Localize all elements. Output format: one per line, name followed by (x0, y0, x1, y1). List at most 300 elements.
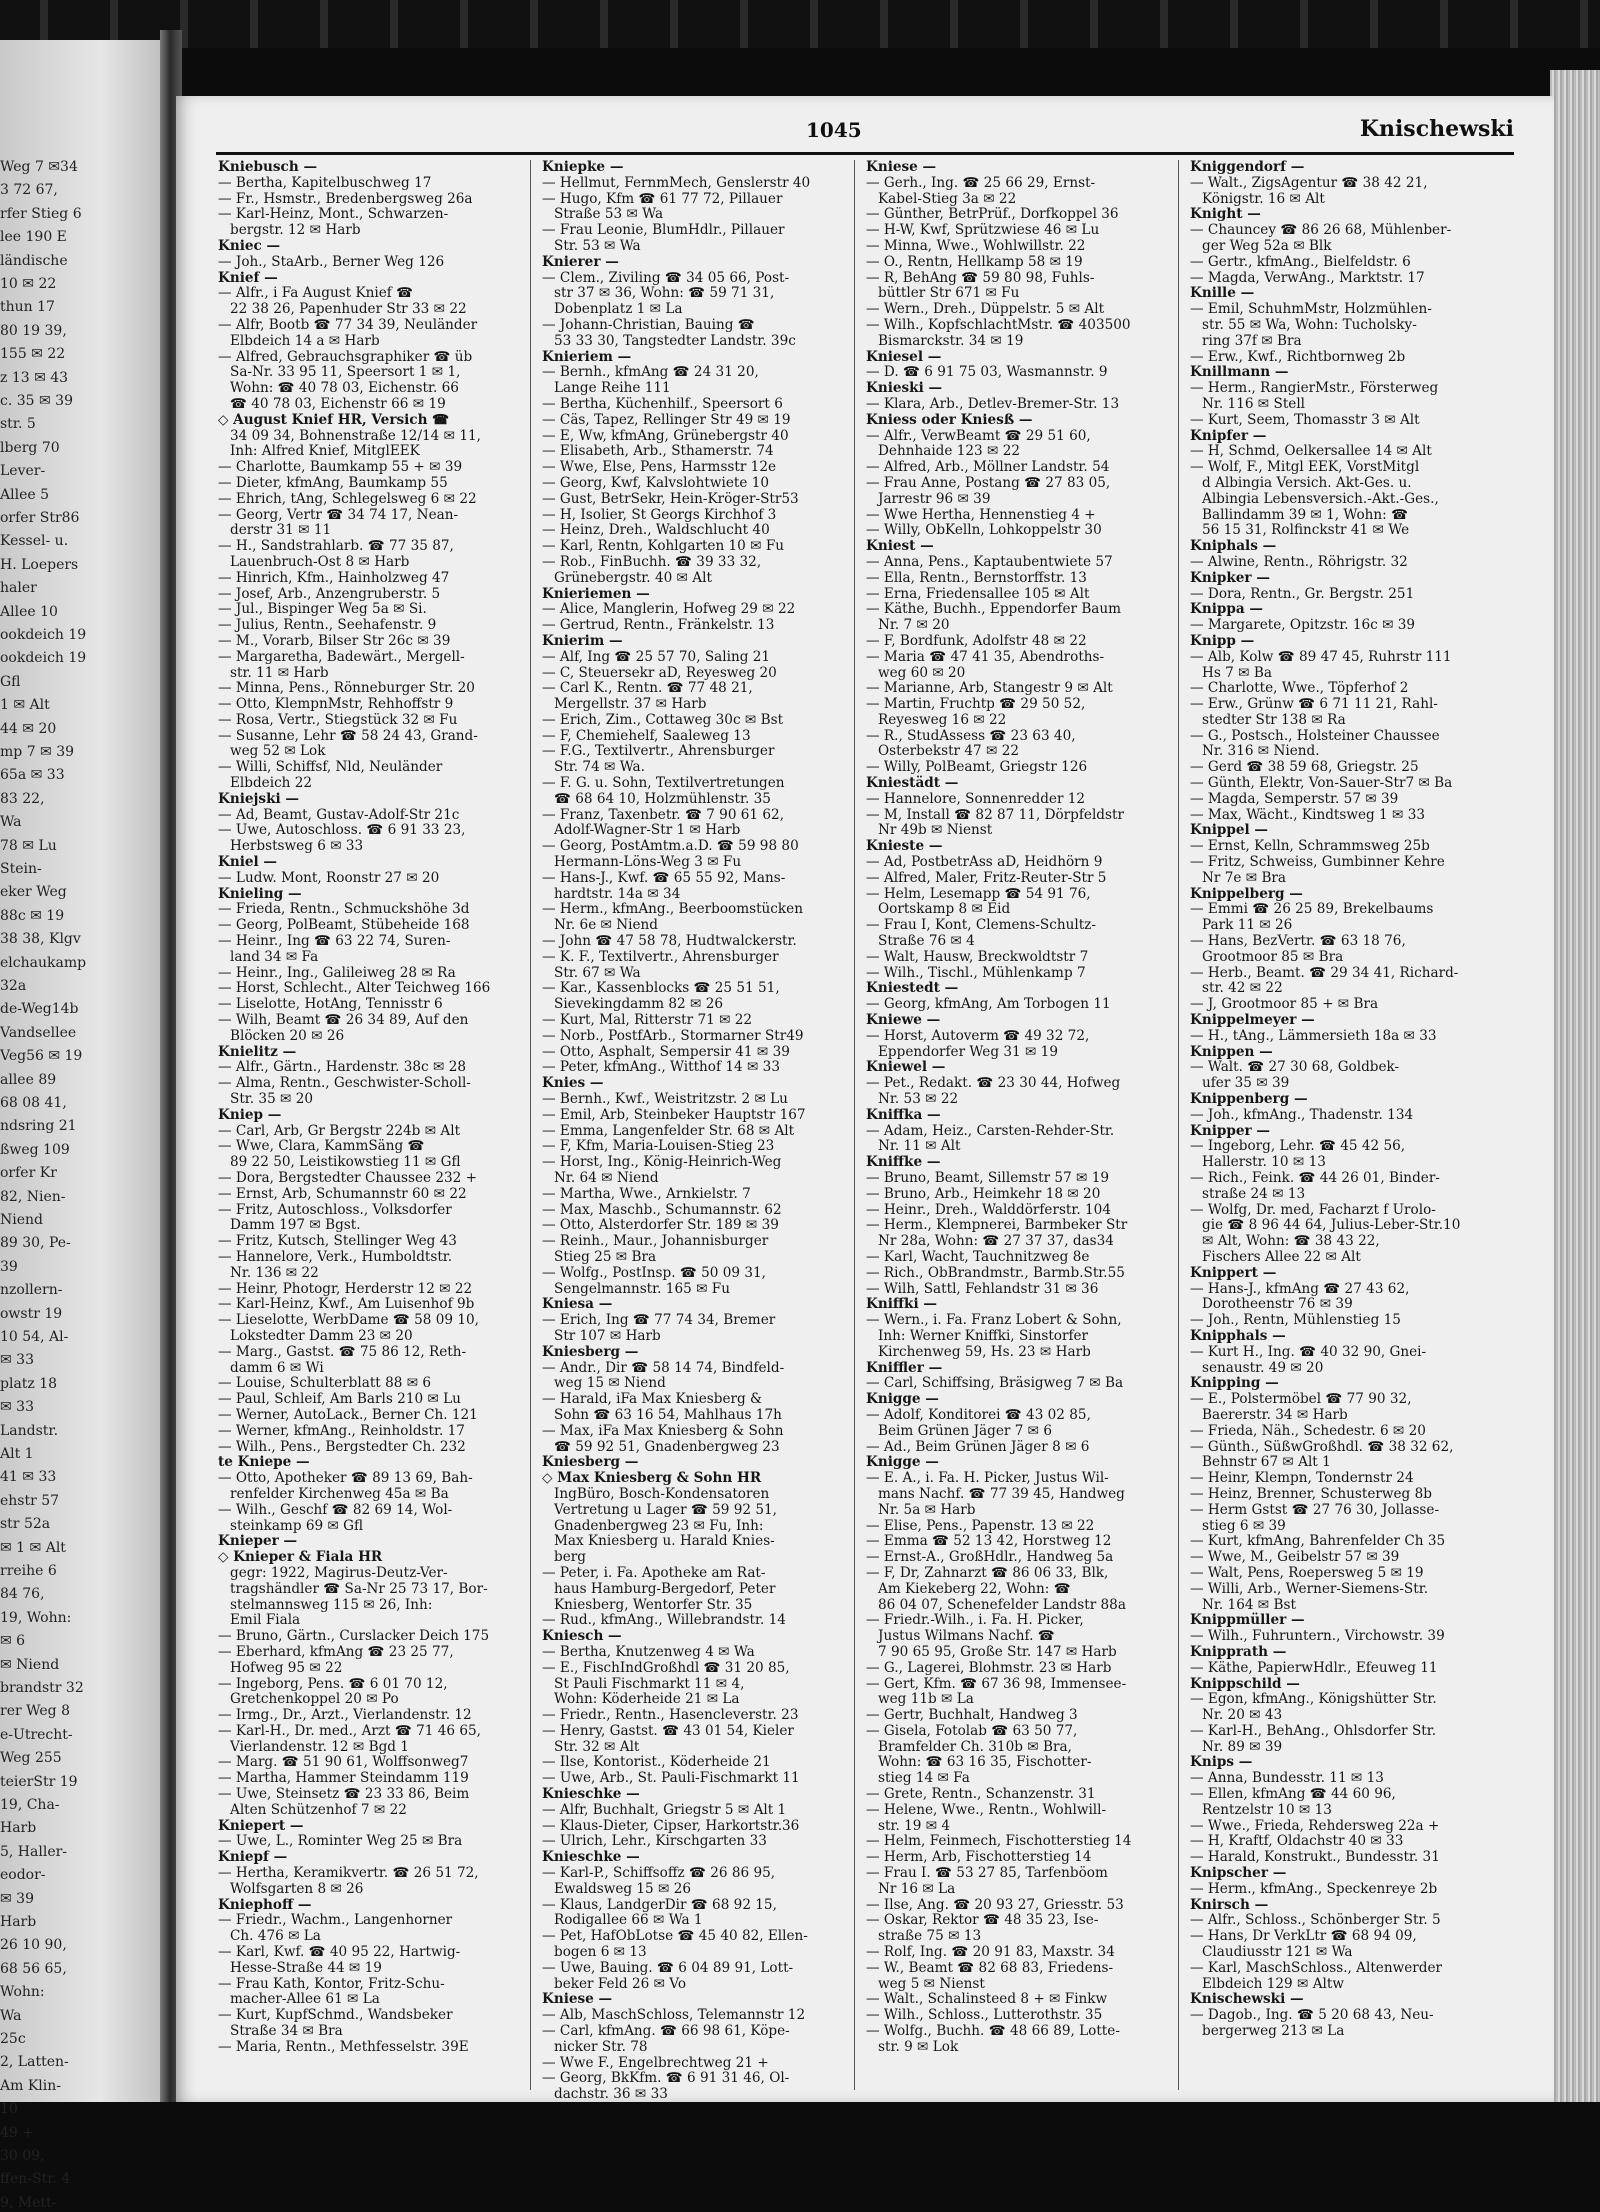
directory-entry-line: Sohn ☎ 63 16 54, Mahlhaus 17h (554, 1406, 782, 1423)
directory-entry-line: — Clem., Ziviling ☎ 34 05 66, Post- (542, 269, 790, 286)
surname-heading: Kniesberg — (542, 1454, 639, 1471)
directory-entry-line: — Susanne, Lehr ☎ 58 24 43, Grand- (218, 727, 478, 744)
surname-heading: Knippenberg — (1190, 1091, 1308, 1108)
left-page-text: Stein- (0, 861, 42, 877)
directory-entry-line: Grünebergstr. 40 ✉ Alt (554, 569, 712, 586)
directory-entry-line: — Dieter, kfmAng, Baumkamp 55 (218, 474, 448, 491)
directory-entry-line: — Joh., StaArb., Berner Weg 126 (218, 253, 445, 270)
directory-entry-line: — Otto, Asphalt, Sempersir 41 ✉ 39 (542, 1043, 790, 1060)
directory-entry-line: — Hugo, Kfm ☎ 61 77 72, Pillauer (542, 190, 783, 207)
directory-entry-line: Claudiusstr 121 ✉ Wa (1202, 1944, 1353, 1961)
left-page-text: ✉ 1 ✉ Alt (0, 1539, 66, 1556)
left-page-text: Am Klin- (0, 2077, 61, 2094)
directory-entry-line: Bismarckstr. 34 ✉ 19 (878, 332, 1024, 349)
directory-entry-line: tragshändler ☎ Sa-Nr 25 73 17, Bor- (230, 1580, 488, 1597)
directory-entry-line: — Klaus-Dieter, Cipser, Harkortstr.36 (542, 1817, 800, 1834)
directory-entry-line: dachstr. 36 ✉ 33 (554, 2086, 668, 2103)
directory-entry-line: — Wwe, Else, Pens, Harmsstr 12e (542, 459, 777, 476)
directory-entry-line: Damm 197 ✉ Bgst. (230, 1217, 361, 1234)
directory-entry-line: — Dora, Rentn., Gr. Bergstr. 251 (1190, 585, 1415, 602)
directory-entry-line: — Karl, Kwf. ☎ 40 95 22, Hartwig- (218, 1944, 461, 1961)
directory-entry-line: — Alwine, Rentn., Röhrigstr. 32 (1190, 553, 1408, 570)
directory-entry-line: — Julius, Rentn., Seehafenstr. 9 (218, 617, 437, 634)
directory-entry-line: — Pet, HafObLotse ☎ 45 40 82, Ellen- (542, 1928, 808, 1945)
surname-heading: Kniess oder Kniesß — (866, 411, 1033, 428)
left-page-text: lee 190 E (0, 229, 67, 246)
directory-entry-line: Straße 76 ✉ 4 (878, 933, 975, 950)
surname-heading: Kniese — (542, 1991, 613, 2008)
directory-entry-line: Str. 32 ✉ Alt (554, 1738, 640, 1755)
left-page-text: de-Weg14b (0, 1001, 79, 1018)
directory-entry-line: macher-Allee 61 ✉ La (230, 1991, 380, 2008)
left-page-text: 84 76, (0, 1586, 45, 1603)
directory-entry-line: — Max, iFa Max Kniesberg & Sohn (542, 1422, 784, 1439)
directory-entry-line: — F, Dr, Zahnarzt ☎ 86 06 33, Blk, (866, 1564, 1109, 1581)
directory-entry-line: — K. F., Textilvertr., Ahrensburger (542, 948, 779, 965)
directory-entry-line: — Otto, Alsterdorfer Str. 189 ✉ 39 (542, 1217, 779, 1234)
directory-entry-line: — Ilse, Ang. ☎ 20 93 27, Griesstr. 53 (866, 1896, 1124, 1913)
surname-heading: Knief — (218, 269, 278, 286)
directory-entry-line: — Georg, Kwf, Kalvslohtwiete 10 (542, 474, 769, 491)
directory-entry-line: — Karl-H., Dr. med., Arzt ☎ 71 46 65, (218, 1722, 481, 1739)
left-page-text: rreihe 6 (0, 1563, 57, 1579)
directory-entry-line: — Willi, Schiffsf, Nld, Neuländer (218, 759, 443, 776)
directory-entry-line: str. 42 ✉ 22 (1202, 980, 1283, 997)
directory-entry-line: — Kurt H., Ing. ☎ 40 32 90, Gnei- (1190, 1343, 1427, 1360)
left-page-text: str 52a (0, 1516, 51, 1533)
directory-entry-line: — Grete, Rentn., Schanzenstr. 31 (866, 1786, 1096, 1803)
column-divider (854, 160, 855, 2090)
directory-entry-line: — Alfred, Gebrauchsgraphiker ☎ üb (218, 348, 473, 365)
left-page-text: 49 + (0, 2124, 34, 2141)
left-page-text: 2, Latten- (0, 2054, 69, 2071)
surname-heading: Kniec — (218, 237, 281, 254)
directory-entry-line: ☎ 40 78 03, Eichenstr 66 ✉ 19 (230, 395, 446, 412)
surname-heading: Knipping — (1190, 1375, 1279, 1392)
left-page-fragment (0, 40, 168, 2211)
directory-entry-line: Emil Fiala (230, 1612, 301, 1629)
directory-entry-line: Baererstr. 34 ✉ Harb (1202, 1406, 1348, 1423)
directory-entry-line: Gretchenkoppel 20 ✉ Po (230, 1691, 399, 1708)
directory-entry-line: — Hannelore, Sonnenredder 12 (866, 790, 1086, 807)
directory-entry-line: — Uwe, Bauing. ☎ 6 04 89 91, Lott- (542, 1959, 794, 1976)
directory-entry-line: — Bernh., Kwf., Weistritzstr. 2 ✉ Lu (542, 1091, 788, 1108)
directory-entry-line: — H, Isolier, St Georgs Kirchhof 3 (542, 506, 777, 523)
left-page-text: z 13 ✉ 43 (0, 369, 69, 386)
directory-entry-line: — Klaus, LandgerDir ☎ 68 92 15, (542, 1896, 777, 1913)
directory-entry-line: — M, Install ☎ 82 87 11, Dörpfeldstr (866, 806, 1124, 823)
directory-entry-line: — Karl, MaschSchloss., Altenwerder (1190, 1959, 1443, 1976)
left-page-text: allee 89 (0, 1071, 57, 1088)
directory-entry-line: — F, Chemiehelf, Saaleweg 13 (542, 727, 751, 744)
directory-entry-line: — Cäs, Tapez, Rellinger Str 49 ✉ 19 (542, 411, 791, 428)
directory-entry-line: 53 33 30, Tangstedter Landstr. 39c (554, 332, 796, 349)
directory-entry-line: — Bruno, Beamt, Sillemstr 57 ✉ 19 (866, 1170, 1110, 1186)
column-divider (1178, 160, 1179, 2090)
directory-entry-line: — Rud., kfmAng., Willebrandstr. 14 (542, 1612, 786, 1629)
directory-entry-line: — Kurt, KupfSchmd., Wandsbeker (218, 2007, 453, 2024)
directory-entry-line: — Heinr., Ing ☎ 63 22 74, Suren- (218, 933, 451, 950)
surname-heading: Knierim — (542, 632, 623, 649)
directory-entry-line: — Fritz, Schweiss, Gumbinner Kehre (1190, 854, 1445, 871)
directory-entry-line: damm 6 ✉ Wi (230, 1359, 324, 1376)
directory-entry-line: ☎ 59 92 51, Gnadenbergweg 23 (554, 1438, 780, 1455)
directory-entry-line: — Uwe, Autoschloss. ☎ 6 91 33 23, (218, 822, 466, 839)
directory-entry-line: — Ernst, Arb, Schumannstr 60 ✉ 22 (218, 1185, 467, 1202)
directory-entry-line: Grootmoor 85 ✉ Bra (1202, 948, 1344, 965)
left-page-text: 9, Mett- (0, 2194, 57, 2211)
surname-heading: Knirsch — (1190, 1896, 1269, 1913)
directory-entry-line: — Kurt, Seem, Thomasstr 3 ✉ Alt (1190, 411, 1420, 428)
directory-entry-line: — Emil, SchuhmMstr, Holzmühlen- (1190, 301, 1432, 318)
directory-entry-line: — Werner, AutoLack., Berner Ch. 121 (218, 1406, 478, 1423)
directory-entry-line: — Käthe, Buchh., Eppendorfer Baum (866, 601, 1122, 618)
directory-entry-line: — W., Beamt ☎ 82 68 83, Friedens- (866, 1959, 1114, 1976)
directory-entry-line: — G., Postsch., Holsteiner Chaussee (1190, 727, 1440, 744)
directory-entry-line: — Alice, Manglerin, Hofweg 29 ✉ 22 (542, 601, 796, 618)
directory-entry-line: — Andr., Dir ☎ 58 14 74, Bindfeld- (542, 1359, 785, 1376)
directory-entry-line: — Marg., Gastst. ☎ 75 86 12, Reth- (218, 1343, 467, 1360)
directory-entry-line: Gnadenbergweg 23 ✉ Fu, Inh: (554, 1517, 764, 1534)
directory-entry-line: — Friedr., Rentn., Hasencleverstr. 23 (542, 1707, 799, 1724)
directory-entry-line: — Georg, kfmAng, Am Torbogen 11 (866, 996, 1111, 1013)
directory-entry-line: Str. 67 ✉ Wa (554, 964, 641, 981)
directory-entry-line: — Peter, i. Fa. Apotheke am Rat- (542, 1564, 766, 1581)
directory-entry-line: Stieg 25 ✉ Bra (554, 1248, 657, 1265)
directory-entry-line: — Ulrich, Lehr., Kirschgarten 33 (542, 1833, 767, 1850)
directory-entry-line: — Herm, Arb, Fischotterstieg 14 (866, 1849, 1092, 1866)
directory-entry-line: — C, Steuersekr aD, Reyesweg 20 (542, 664, 777, 681)
surname-heading: Kniep — (218, 1106, 282, 1123)
directory-entry-line: str. 11 ✉ Harb (230, 664, 329, 681)
surname-heading: Kniest — (866, 538, 934, 555)
surname-heading: Kniesel — (866, 348, 942, 365)
surname-heading: Knipphals — (1190, 1327, 1286, 1344)
directory-entry-line: Nr 16 ✉ La (878, 1880, 956, 1897)
surname-heading: Kniepke — (542, 159, 624, 175)
directory-entry-line: Reyesweg 16 ✉ 22 (878, 711, 1007, 728)
directory-entry-line: berg (554, 1549, 586, 1566)
surname-heading: Knieste — (866, 838, 943, 855)
directory-entry-line: — E., Polstermöbel ☎ 77 90 32, (1190, 1391, 1412, 1408)
surname-heading: Knippschild — (1190, 1675, 1300, 1692)
left-page-text: 10 (0, 2101, 18, 2118)
left-page-text: ✉ Niend (0, 1656, 60, 1673)
left-page-text: nzollern- (0, 1282, 63, 1299)
directory-entry-line: nicker Str. 78 (554, 2038, 648, 2055)
directory-entry-line: — Otto, KlempnMstr, Rehhoffstr 9 (218, 696, 454, 713)
page-header (216, 114, 1514, 150)
directory-entry-line: — Herm., RangierMstr., Försterweg (1190, 380, 1439, 397)
directory-entry-line: Herbstsweg 6 ✉ 33 (230, 838, 364, 855)
left-page-text: 25c (0, 2031, 26, 2047)
directory-entry-line: Lange Reihe 111 (554, 380, 671, 397)
left-page-text: ßweg 109 (0, 1141, 70, 1158)
directory-entry-line: str 37 ✉ 36, Wohn: ☎ 59 71 31, (554, 285, 775, 302)
directory-entry-line: Hs 7 ✉ Ba (1202, 664, 1272, 681)
directory-entry-line: — Maria ☎ 47 41 35, Abendroths- (866, 648, 1105, 665)
directory-entry-line: Behnstr 67 ✉ Alt 1 (1202, 1454, 1331, 1471)
directory-entry-line: — Heinr, Photogr, Herderstr 12 ✉ 22 (218, 1280, 473, 1297)
directory-entry-line: — Bertha, Kapitelbuschweg 17 (218, 174, 432, 191)
header-rule (216, 152, 1514, 155)
surname-heading: Kniese — (866, 159, 937, 175)
directory-entry-line: Nr 28a, Wohn: ☎ 27 37 37, das34 (878, 1233, 1114, 1250)
directory-entry-line: — Horst, Schlecht., Alter Teichweg 166 (218, 980, 491, 997)
left-page-text: ✉ 33 (0, 1399, 34, 1416)
directory-entry-line: — Ingeborg, Lehr. ☎ 45 42 56, (1190, 1138, 1406, 1155)
surname-heading: Knierer — (542, 253, 619, 270)
left-page-text: Allee 10 (0, 603, 58, 620)
directory-entry-line: — Emil, Arb, Steinbeker Hauptstr 167 (542, 1106, 806, 1123)
directory-entry-line: — H, Kraftf, Oldachstr 40 ✉ 33 (1190, 1833, 1404, 1850)
directory-entry-line: ring 37f ✉ Bra (1202, 332, 1302, 349)
directory-entry-line: hardtstr. 14a ✉ 34 (554, 885, 681, 902)
left-page-text: Wa (0, 814, 22, 831)
directory-entry-line: Wohn: Köderheide 21 ✉ La (554, 1691, 740, 1708)
surname-heading: Kniffler — (866, 1359, 943, 1376)
directory-entry-line: Elbdeich 129 ✉ Altw (1202, 1975, 1344, 1992)
directory-entry-line: — Martha, Wwe., Arnkielstr. 7 (542, 1185, 751, 1202)
directory-entry-line: stieg 6 ✉ 39 (1202, 1517, 1286, 1534)
directory-entry-line: — Hellmut, FernmMech, Genslerstr 40 (542, 174, 811, 191)
directory-entry-line: Hermann-Löns-Weg 3 ✉ Fu (554, 854, 742, 871)
directory-entry-line: Eppendorfer Weg 31 ✉ 19 (878, 1043, 1058, 1060)
directory-entry-line: — Friedr., Wachm., Langenhorner (218, 1912, 453, 1929)
directory-entry-line: — Hans-J., Kwf. ☎ 65 55 92, Mans- (542, 869, 786, 886)
directory-entry-line: bogen 6 ✉ 13 (554, 1944, 647, 1961)
directory-entry-line: — Wilh., Geschf ☎ 82 69 14, Wol- (218, 1501, 453, 1518)
surname-heading: Knieper — (218, 1533, 298, 1550)
directory-entry-line: — Frau I. ☎ 53 27 85, Tarfenböom (866, 1865, 1108, 1882)
directory-entry-line: Nr. 64 ✉ Niend (554, 1170, 659, 1186)
directory-entry-line: haus Hamburg-Bergedorf, Peter (554, 1580, 776, 1597)
left-page-text: Vandsellee (0, 1024, 77, 1041)
directory-entry-line: büttler Str 671 ✉ Fu (878, 285, 1020, 302)
left-page-text: 88c ✉ 19 (0, 907, 65, 924)
surname-heading: Kniewel — (866, 1059, 946, 1076)
directory-entry-line: Vertretung u Lager ☎ 59 92 51, (554, 1501, 777, 1518)
directory-entry-line: 34 09 34, Bohnenstraße 12/14 ✉ 11, (230, 427, 481, 444)
directory-entry-line: — Eberhard, kfmAng ☎ 23 25 77, (218, 1643, 454, 1660)
directory-entry-line: — Walt, Pens, Roepersweg 5 ✉ 19 (1190, 1564, 1424, 1581)
directory-entry-line: Am Kiekeberg 22, Wohn: ☎ (878, 1580, 1071, 1597)
directory-entry-line: — Wolfg, Dr. med, Facharzt f Urolo- (1190, 1201, 1436, 1218)
directory-entry-line: — Alfr, Buchhalt, Griegstr 5 ✉ Alt 1 (542, 1801, 787, 1818)
directory-entry-line: — Alfred, Arb., Möllner Landstr. 54 (866, 459, 1110, 476)
surname-heading: Knieling — (218, 885, 302, 902)
directory-entry-line: — Wwe, M., Geibelstr 57 ✉ 39 (1190, 1549, 1400, 1566)
directory-entry-line: straße 24 ✉ 13 (1202, 1185, 1306, 1202)
directory-entry-line: Inh: Werner Kniffki, Sinstorfer (878, 1327, 1089, 1344)
firm-entry: ◇ Knieper & Fiala HR (218, 1549, 383, 1566)
directory-entry-line: Nr 49b ✉ Nienst (878, 822, 993, 839)
directory-entry-line: — Fritz, Autoschloss., Volksdorfer (218, 1201, 452, 1218)
directory-entry-line: ☎ 68 64 10, Holzmühlenstr. 35 (554, 790, 771, 807)
directory-entry-line: weg 15 ✉ Niend (554, 1375, 666, 1392)
directory-entry-line: 86 04 07, Schenefelder Landstr 88a (878, 1596, 1126, 1613)
directory-entry-line: Nr. 7 ✉ 20 (878, 617, 950, 634)
directory-entry-line: — Frau I, Kont, Clemens-Schultz- (866, 917, 1096, 934)
left-page-text: Niend (0, 1212, 43, 1228)
directory-entry-line: Rodigallee 66 ✉ Wa 1 (554, 1912, 703, 1929)
directory-columns (218, 159, 1518, 2103)
directory-entry-line: — Heinz, Brenner, Schusterweg 8b (1190, 1485, 1432, 1502)
directory-entry-line: — Ernst-A., GroßHdlr., Handweg 5a (866, 1549, 1114, 1566)
directory-entry-line: — Herm., kfmAng., Beerboomstücken (542, 901, 803, 918)
left-page-text: 3 72 67, (0, 182, 58, 199)
surname-heading: Knieschke — (542, 1849, 640, 1866)
left-page-text: 38 38, Klgv (0, 931, 81, 948)
directory-entry-line: Justus Wilmans Nachf. ☎ (878, 1628, 1055, 1645)
directory-entry-line: — Erw., Kwf., Richtbornweg 2b (1190, 348, 1406, 365)
directory-entry-line: — Helm, Feinmech, Fischotterstieg 14 (866, 1833, 1132, 1850)
left-page-text: 83 22, (0, 790, 45, 807)
directory-entry-line: Park 11 ✉ 26 (1202, 917, 1293, 934)
directory-entry-line: — F. G. u. Sohn, Textilvertretungen (542, 775, 785, 792)
directory-entry-line: — Liselotte, HotAng, Tennisstr 6 (218, 996, 443, 1013)
directory-entry-line: Nr 7e ✉ Bra (1202, 869, 1287, 886)
surname-heading: Kniepf — (218, 1849, 288, 1866)
left-page-text: 155 ✉ 22 (0, 346, 66, 363)
directory-entry-line: Straße 34 ✉ Bra (230, 2023, 343, 2040)
surname-heading: Kniestädt — (866, 775, 959, 792)
directory-entry-line: — Günth., SüßwGroßhdl. ☎ 38 32 62, (1190, 1438, 1454, 1455)
left-page-text: ffen-Str. 4 (0, 2171, 71, 2188)
left-page-text: Gfl (0, 673, 21, 690)
directory-entry-line: — Ad, PostbetrAss aD, Heidhörn 9 (866, 854, 1103, 871)
directory-entry-line: — Wern., i. Fa. Franz Lobert & Sohn, (866, 1312, 1122, 1329)
surname-heading: Kniesch — (542, 1628, 622, 1645)
directory-entry-line: Nr. 53 ✉ 22 (878, 1091, 959, 1108)
directory-entry-line: — Uwe, Steinsetz ☎ 23 33 86, Beim (218, 1786, 470, 1803)
directory-entry-line: Wohn: ☎ 63 16 35, Fischotter- (878, 1754, 1092, 1771)
directory-entry-line: bergstr. 12 ✉ Harb (230, 222, 361, 239)
directory-entry-line: — Wwe, Clara, KammSäng ☎ (218, 1138, 425, 1155)
directory-entry-line: — Georg, Vertr ☎ 34 74 17, Nean- (218, 506, 459, 523)
directory-entry-line: Str. 74 ✉ Wa. (554, 759, 645, 776)
directory-entry-line: — Karl-P., Schiffsoffz ☎ 26 86 95, (542, 1865, 776, 1882)
directory-entry-line: — F, Bordfunk, Adolfstr 48 ✉ 22 (866, 632, 1087, 649)
directory-entry-line: — Karl-Heinz, Kwf., Am Luisenhof 9b (218, 1296, 475, 1313)
directory-entry-line: — Alb, MaschSchloss, Telemannstr 12 (542, 2007, 806, 2024)
directory-entry-line: — Gertr., kfmAng., Bielfeldstr. 6 (1190, 253, 1411, 270)
left-page-text: Wa (0, 2007, 22, 2024)
directory-entry-line: IngBüro, Bosch-Kondensatoren (554, 1485, 770, 1502)
left-page-text: platz 18 (0, 1375, 58, 1392)
directory-entry-line: Ballindamm 39 ✉ 1, Wohn: ☎ (1202, 506, 1408, 523)
directory-entry-line: land 34 ✉ Fa (230, 948, 319, 965)
directory-entry-line: — Günther, BetrPrüf., Dorfkoppel 36 (866, 206, 1119, 223)
directory-entry-line: Sengelmannstr. 165 ✉ Fu (554, 1280, 730, 1297)
directory-entry-line: Str. 35 ✉ 20 (230, 1091, 314, 1108)
directory-entry-line: Oortskamp 8 ✉ Eid (878, 901, 1011, 918)
directory-entry-line: — Carl, Arb, Gr Bergstr 224b ✉ Alt (218, 1122, 461, 1139)
directory-entry-line: — Otto, Apotheker ☎ 89 13 69, Bah- (218, 1470, 473, 1487)
directory-entry-line: Nr. 11 ✉ Alt (878, 1138, 961, 1155)
directory-entry-line: — Wilh, Sattl, Fehlandstr 31 ✉ 36 (866, 1280, 1099, 1297)
directory-entry-line: Kirchenweg 59, Hs. 23 ✉ Harb (878, 1343, 1091, 1360)
left-page-text: thun 17 (0, 299, 55, 316)
surname-heading: Knipprath — (1190, 1643, 1287, 1660)
directory-entry-line: — Carl, kfmAng. ☎ 66 98 61, Köpe- (542, 2023, 790, 2040)
left-page-text: Weg 255 (0, 1750, 62, 1767)
surname-heading: Knippelmeyer — (1190, 1012, 1315, 1029)
surname-heading: Knipper — (1190, 1122, 1271, 1139)
directory-entry-line: — Wolfg., PostInsp. ☎ 50 09 31, (542, 1264, 766, 1281)
directory-entry-line: — Fritz, Kutsch, Stellinger Weg 43 (218, 1233, 457, 1250)
directory-entry-line: — Alfr., Gärtn., Hardenstr. 38c ✉ 28 (218, 1059, 467, 1076)
directory-entry-line: gie ☎ 8 96 44 64, Julius-Leber-Str.10 (1202, 1217, 1461, 1234)
directory-entry-line: — Harald, Konstrukt., Bundesstr. 31 (1190, 1849, 1440, 1866)
surname-heading: Knippen — (1190, 1043, 1273, 1060)
surname-heading: Kniejski — (218, 790, 299, 807)
page-number: 1045 (806, 118, 862, 142)
directory-entry-line: 22 38 26, Papenhuder Str 33 ✉ 22 (230, 301, 467, 318)
directory-entry-line: — Käthe, PapierwHdlr., Efeuweg 11 (1190, 1659, 1438, 1676)
directory-entry-line: — Magda, Semperstr. 57 ✉ 39 (1190, 790, 1399, 807)
directory-entry-line: — Wilh., Schloss., Lutterothstr. 35 (866, 2007, 1103, 2024)
left-page-text: Allee 5 (0, 486, 49, 503)
left-page-text: 78 ✉ Lu (0, 837, 57, 854)
directory-entry-line: — Alfr, Bootb ☎ 77 34 39, Neuländer (218, 316, 478, 333)
directory-entry-line: — Frieda, Näh., Schedestr. 6 ✉ 20 (1190, 1422, 1426, 1439)
directory-entry-line: — Alfr., Schloss., Schönberger Str. 5 (1190, 1912, 1441, 1929)
directory-entry-line: stieg 14 ✉ Fa (878, 1770, 970, 1787)
surname-heading: Knippelberg — (1190, 885, 1303, 902)
directory-entry-line: Sa-Nr. 33 95 11, Speersort 1 ✉ 1, (230, 364, 461, 381)
directory-entry-line: — Maria, Rentn., Methfesselstr. 39E (218, 2038, 469, 2055)
column-1 (218, 160, 516, 2090)
directory-entry-line: — Alfred, Maler, Fritz-Reuter-Str 5 (866, 869, 1107, 886)
directory-entry-line: Kabel-Stieg 3a ✉ 22 (878, 190, 1017, 207)
directory-entry-line: — Carl K., Rentn. ☎ 77 48 21, (542, 680, 753, 697)
directory-entry-line: — H-W, Kwf, Sprützwiese 46 ✉ Lu (866, 222, 1100, 239)
directory-entry-line: — Wwe., Frieda, Rehdersweg 22a + (1190, 1817, 1440, 1834)
directory-entry-line: stedter Str 138 ✉ Ra (1202, 711, 1346, 728)
directory-entry-line: — Herm Gstst ☎ 27 76 30, Jollasse- (1190, 1501, 1440, 1518)
left-page-text: 32a (0, 978, 27, 994)
directory-entry-line: — Charlotte, Baumkamp 55 + ✉ 39 (218, 459, 463, 476)
directory-entry-line: — Alf, Ing ☎ 25 57 70, Saling 21 (542, 648, 771, 665)
surname-heading: Knieski — (866, 380, 943, 397)
left-page-text: Harb (0, 1914, 37, 1930)
directory-entry-line: 89 22 50, Leistikowstieg 11 ✉ Gfl (230, 1154, 461, 1171)
directory-entry-line: — Heinr., Ing., Galileiweg 28 ✉ Ra (218, 964, 456, 981)
directory-entry-line: — Hans-J., kfmAng ☎ 27 43 62, (1190, 1280, 1410, 1297)
left-page-text: ookdeich 19 (0, 650, 87, 667)
surname-heading: Kniewe — (866, 1012, 941, 1029)
directory-entry-line: Nr. 89 ✉ 39 (1202, 1738, 1283, 1755)
left-page-text: ookdeich 19 (0, 627, 87, 643)
left-page-text: Kessel- u. (0, 533, 69, 550)
directory-entry-line: — Oskar, Rektor ☎ 48 35 23, Ise- (866, 1912, 1099, 1929)
directory-entry-line: — Minna, Wwe., Wohlwillstr. 22 (866, 237, 1086, 254)
directory-entry-line: — Willy, ObKelln, Lohkoppelstr 30 (866, 522, 1102, 539)
left-page-text: 65a ✉ 33 (0, 767, 65, 784)
directory-entry-line: — Adolf, Konditorei ☎ 43 02 85, (866, 1406, 1091, 1423)
directory-entry-line: — Johann-Christian, Bauing ☎ (542, 316, 755, 333)
left-page-text: 26 10 90, (0, 1937, 67, 1954)
directory-entry-line: — Louise, Schulterblatt 88 ✉ 6 (218, 1375, 432, 1392)
directory-entry-line: — Frieda, Rentn., Schmuckshöhe 3d (218, 901, 470, 918)
left-page-text: 80 19 39, (0, 322, 67, 339)
left-page-text: ✉ 33 (0, 1352, 34, 1369)
directory-entry-line: — Gisela, Fotolab ☎ 63 50 77, (866, 1722, 1078, 1739)
directory-entry-line: — Helm, Lesemapp ☎ 54 91 76, (866, 885, 1091, 902)
directory-entry-line: — D. ☎ 6 91 75 03, Wasmannstr. 9 (866, 364, 1108, 381)
directory-entry-line: str. 19 ✉ 4 (878, 1817, 951, 1834)
